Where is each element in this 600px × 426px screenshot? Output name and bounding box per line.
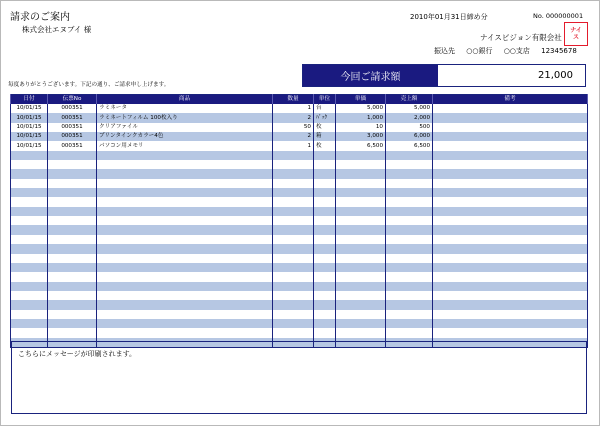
cell-price: [336, 225, 386, 234]
cell-sales: [386, 319, 433, 328]
col-header-item: 商品: [97, 95, 273, 105]
cell-price: 6,500: [336, 141, 386, 150]
cell-price: 3,000: [336, 132, 386, 141]
cell-unit: [314, 179, 336, 188]
table-row: [11, 160, 588, 169]
table-row: [11, 169, 588, 178]
cell-qty: [273, 300, 314, 309]
cell-unit: 箱: [314, 132, 336, 141]
table-row: [11, 151, 588, 160]
table-row: [11, 310, 588, 319]
cell-date: [11, 282, 48, 291]
col-header-qty: 数量: [273, 95, 314, 105]
cell-sales: [386, 197, 433, 206]
cell-unit: [314, 207, 336, 216]
cell-date: [11, 160, 48, 169]
cell-slip: [48, 160, 97, 169]
cell-item: パソコン用メモリ: [97, 141, 273, 150]
cell-sales: [386, 291, 433, 300]
cell-sales: [386, 179, 433, 188]
items-table: [10, 94, 588, 348]
table-row: [11, 254, 588, 263]
cell-price: [336, 235, 386, 244]
cell-price: [336, 179, 386, 188]
cell-date: [11, 319, 48, 328]
cell-unit: [314, 310, 336, 319]
cell-qty: [273, 225, 314, 234]
cell-unit: [314, 169, 336, 178]
table-row: [11, 188, 588, 197]
cell-sales: [386, 151, 433, 160]
cell-notes: [433, 282, 588, 291]
cell-sales: 500: [386, 123, 433, 132]
issuer-company: ナイスビジョン有限会社: [480, 33, 562, 42]
cell-qty: [273, 160, 314, 169]
cell-sales: [386, 244, 433, 253]
table-row: [11, 300, 588, 309]
cell-notes: [433, 123, 588, 132]
cell-sales: [386, 216, 433, 225]
cell-notes: [433, 104, 588, 113]
seal-text-2: ス: [572, 34, 579, 41]
cell-sales: 6,500: [386, 141, 433, 150]
cell-item: [97, 263, 273, 272]
cell-price: [336, 160, 386, 169]
cell-date: [11, 254, 48, 263]
account-number: 12345678: [541, 47, 577, 55]
cell-qty: 50: [273, 123, 314, 132]
cell-item: [97, 169, 273, 178]
cell-item: [97, 179, 273, 188]
cell-qty: [273, 272, 314, 281]
cell-qty: [273, 263, 314, 272]
cell-notes: [433, 244, 588, 253]
cell-item: [97, 188, 273, 197]
cell-notes: [433, 151, 588, 160]
table-row: [11, 132, 588, 141]
cell-slip: [48, 263, 97, 272]
cell-notes: [433, 179, 588, 188]
cell-qty: [273, 310, 314, 319]
cell-slip: 000351: [48, 113, 97, 122]
cell-qty: [273, 319, 314, 328]
cell-date: [11, 207, 48, 216]
cell-slip: [48, 235, 97, 244]
billing-period: 2010年01月31日締め分: [410, 13, 488, 21]
items-table-body: [11, 104, 588, 347]
cell-slip: [48, 216, 97, 225]
cell-unit: [314, 272, 336, 281]
cell-unit: [314, 328, 336, 337]
cell-qty: [273, 188, 314, 197]
cell-slip: 000351: [48, 141, 97, 150]
amount-label: 今回ご請求額: [303, 65, 438, 86]
cell-slip: [48, 282, 97, 291]
cell-notes: [433, 225, 588, 234]
cell-date: [11, 216, 48, 225]
cell-unit: [314, 263, 336, 272]
cell-date: [11, 300, 48, 309]
cell-item: クリアファイル: [97, 123, 273, 132]
cell-qty: [273, 254, 314, 263]
table-row: [11, 104, 588, 113]
cell-sales: [386, 188, 433, 197]
cell-item: ラミネータ: [97, 104, 273, 113]
cell-unit: ﾊﾟｯｸ: [314, 113, 336, 122]
cell-unit: 台: [314, 104, 336, 113]
cell-notes: [433, 254, 588, 263]
table-header-row: [11, 95, 588, 105]
cell-qty: [273, 282, 314, 291]
invoice-title: 請求のご案内: [10, 12, 70, 23]
cell-qty: [273, 291, 314, 300]
cell-price: 10: [336, 123, 386, 132]
seal-text-1: ナイ: [570, 27, 582, 34]
cell-price: [336, 310, 386, 319]
cell-date: [11, 291, 48, 300]
cell-slip: 000351: [48, 132, 97, 141]
cell-sales: 2,000: [386, 113, 433, 122]
table-row: [11, 235, 588, 244]
cell-notes: [433, 197, 588, 206]
cell-date: [11, 169, 48, 178]
amount-box: [302, 64, 586, 87]
cell-notes: [433, 132, 588, 141]
cell-unit: [314, 235, 336, 244]
cell-notes: [433, 319, 588, 328]
cell-sales: [386, 169, 433, 178]
cell-qty: [273, 179, 314, 188]
col-header-date: 日付: [11, 95, 48, 105]
cell-price: [336, 328, 386, 337]
cell-sales: [386, 225, 433, 234]
col-header-notes: 備考: [433, 95, 588, 105]
cell-price: [336, 272, 386, 281]
cell-date: [11, 179, 48, 188]
cell-unit: [314, 300, 336, 309]
cell-item: [97, 319, 273, 328]
cell-price: [336, 263, 386, 272]
cell-price: [336, 319, 386, 328]
cell-price: [336, 300, 386, 309]
cell-item: [97, 160, 273, 169]
cell-slip: [48, 188, 97, 197]
amount-value: 21,000: [438, 65, 585, 86]
cell-price: [336, 291, 386, 300]
cell-slip: [48, 225, 97, 234]
cell-unit: [314, 225, 336, 234]
cell-date: [11, 225, 48, 234]
cell-unit: [314, 244, 336, 253]
cell-slip: [48, 197, 97, 206]
cell-notes: [433, 272, 588, 281]
cell-item: [97, 300, 273, 309]
cell-price: 1,000: [336, 113, 386, 122]
cell-item: [97, 310, 273, 319]
cell-unit: [314, 188, 336, 197]
col-header-unit: 単位: [314, 95, 336, 105]
cell-date: 10/01/15: [11, 113, 48, 122]
cell-notes: [433, 160, 588, 169]
cell-unit: [314, 282, 336, 291]
cell-qty: [273, 169, 314, 178]
cell-date: [11, 263, 48, 272]
cell-unit: [314, 216, 336, 225]
message-box: [11, 341, 587, 414]
cell-unit: [314, 151, 336, 160]
cell-sales: [386, 282, 433, 291]
cell-date: [11, 151, 48, 160]
cell-qty: 1: [273, 141, 314, 150]
cell-sales: [386, 207, 433, 216]
message-text: こちらにメッセージが印刷されます。: [18, 350, 137, 358]
customer-name: 株式会社エヌブイ 様: [22, 25, 92, 34]
cell-notes: [433, 188, 588, 197]
table-row: [11, 123, 588, 132]
cell-notes: [433, 328, 588, 337]
cell-sales: 5,000: [386, 104, 433, 113]
cell-date: [11, 244, 48, 253]
bank-name: ○○銀行: [466, 47, 493, 55]
cell-price: [336, 207, 386, 216]
table-row: [11, 225, 588, 234]
cell-notes: [433, 216, 588, 225]
cell-slip: [48, 291, 97, 300]
cell-slip: [48, 244, 97, 253]
table-row: [11, 263, 588, 272]
cell-qty: [273, 235, 314, 244]
cell-item: [97, 328, 273, 337]
cell-slip: [48, 300, 97, 309]
table-row: [11, 319, 588, 328]
cell-item: [97, 272, 273, 281]
cell-price: [336, 244, 386, 253]
cell-qty: [273, 151, 314, 160]
cell-date: [11, 328, 48, 337]
cell-item: [97, 197, 273, 206]
cell-unit: [314, 197, 336, 206]
cell-sales: [386, 263, 433, 272]
table-row: [11, 141, 588, 150]
cell-qty: 2: [273, 113, 314, 122]
cell-item: [97, 282, 273, 291]
table-row: [11, 179, 588, 188]
cell-date: [11, 188, 48, 197]
cell-item: [97, 244, 273, 253]
cell-item: ラミネートフィルム 100枚入り: [97, 113, 273, 122]
cell-slip: [48, 328, 97, 337]
cell-sales: [386, 235, 433, 244]
cell-sales: [386, 160, 433, 169]
cell-qty: 2: [273, 132, 314, 141]
branch-name: ○○支店: [503, 47, 530, 55]
cell-item: [97, 216, 273, 225]
table-row: [11, 244, 588, 253]
cell-sales: [386, 328, 433, 337]
cell-item: [97, 151, 273, 160]
invoice-number: No. 000000001: [533, 12, 584, 20]
cell-date: [11, 272, 48, 281]
cell-item: [97, 207, 273, 216]
cell-qty: [273, 328, 314, 337]
cell-date: [11, 235, 48, 244]
table-row: [11, 207, 588, 216]
table-row: [11, 282, 588, 291]
cell-unit: 枚: [314, 123, 336, 132]
cell-price: [336, 282, 386, 291]
cell-price: [336, 197, 386, 206]
cell-notes: [433, 300, 588, 309]
cell-sales: [386, 254, 433, 263]
col-header-price: 単価: [336, 95, 386, 105]
cell-unit: [314, 319, 336, 328]
cell-unit: [314, 254, 336, 263]
cell-slip: [48, 319, 97, 328]
company-seal: [564, 22, 588, 46]
cell-price: [336, 216, 386, 225]
col-header-sales: 売上額: [386, 95, 433, 105]
cell-price: 5,000: [336, 104, 386, 113]
cell-qty: [273, 244, 314, 253]
table-row: [11, 216, 588, 225]
col-header-slip: 伝票No: [48, 95, 97, 105]
cell-qty: [273, 216, 314, 225]
table-row: [11, 113, 588, 122]
cell-item: プリンタインクカラー4色: [97, 132, 273, 141]
table-row: [11, 272, 588, 281]
cell-slip: [48, 179, 97, 188]
cell-notes: [433, 263, 588, 272]
cell-sales: [386, 310, 433, 319]
cell-price: [336, 169, 386, 178]
cell-slip: 000351: [48, 123, 97, 132]
greeting-text: 毎度ありがとうございます。下記の通り、ご請求申し上げます。: [8, 82, 170, 88]
cell-sales: 6,000: [386, 132, 433, 141]
cell-date: 10/01/15: [11, 123, 48, 132]
cell-price: [336, 254, 386, 263]
cell-slip: [48, 151, 97, 160]
table-row: [11, 328, 588, 337]
cell-notes: [433, 310, 588, 319]
cell-date: 10/01/15: [11, 141, 48, 150]
cell-slip: [48, 169, 97, 178]
cell-qty: [273, 197, 314, 206]
cell-item: [97, 291, 273, 300]
cell-qty: 1: [273, 104, 314, 113]
cell-slip: [48, 254, 97, 263]
cell-date: [11, 197, 48, 206]
cell-sales: [386, 272, 433, 281]
cell-item: [97, 225, 273, 234]
cell-sales: [386, 300, 433, 309]
cell-slip: [48, 272, 97, 281]
cell-date: [11, 310, 48, 319]
cell-notes: [433, 235, 588, 244]
cell-unit: 枚: [314, 141, 336, 150]
table-row: [11, 291, 588, 300]
cell-notes: [433, 113, 588, 122]
cell-slip: [48, 310, 97, 319]
bank-label: 振込先: [434, 47, 455, 55]
cell-price: [336, 188, 386, 197]
cell-price: [336, 151, 386, 160]
cell-date: 10/01/15: [11, 104, 48, 113]
cell-slip: 000351: [48, 104, 97, 113]
cell-notes: [433, 169, 588, 178]
cell-notes: [433, 207, 588, 216]
cell-slip: [48, 207, 97, 216]
cell-unit: [314, 291, 336, 300]
cell-notes: [433, 141, 588, 150]
cell-item: [97, 254, 273, 263]
cell-unit: [314, 160, 336, 169]
cell-qty: [273, 207, 314, 216]
cell-item: [97, 235, 273, 244]
table-row: [11, 197, 588, 206]
cell-notes: [433, 291, 588, 300]
bank-info: [434, 46, 577, 56]
cell-date: 10/01/15: [11, 132, 48, 141]
